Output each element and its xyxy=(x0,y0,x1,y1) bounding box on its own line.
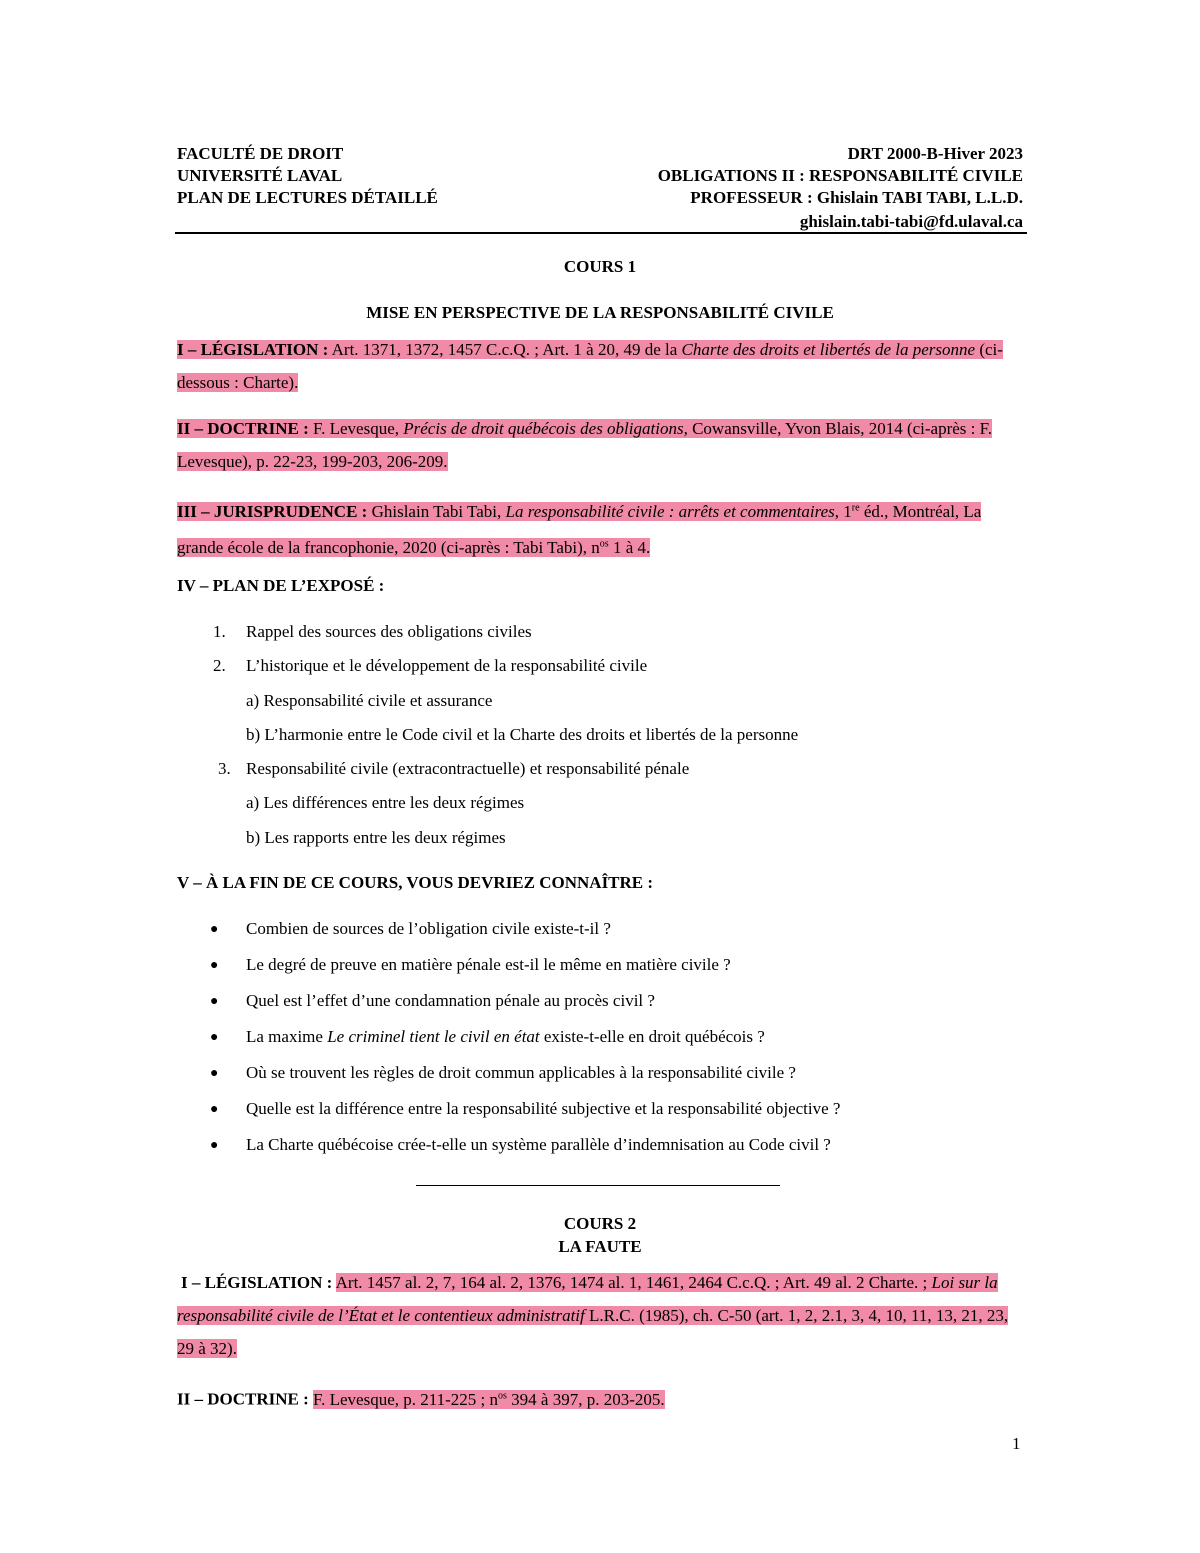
doctrine-book-title: Précis de droit québécois des obligations xyxy=(403,419,684,438)
question-item: Où se trouvent les règles de droit commun applicables à la responsabilité civile ? xyxy=(246,1063,796,1082)
fin-label: V – À LA FIN DE CE COURS, VOUS DEVRIEZ CONNAÎTRE : xyxy=(177,873,654,892)
juris-sup-edition: re xyxy=(851,502,860,513)
legislation-label: I – LÉGISLATION : xyxy=(177,340,329,359)
section-separator xyxy=(416,1185,780,1186)
plan-label: IV – PLAN DE L’EXPOSÉ : xyxy=(177,576,385,595)
bullet-icon: ● xyxy=(210,1066,219,1081)
doctrine-label: II – DOCTRINE : xyxy=(177,1389,309,1409)
bullet-icon: ● xyxy=(210,1102,219,1117)
plan-item: L’historique et le développement de la responsabilité civile xyxy=(246,656,648,675)
juris-text: Ghislain Tabi Tabi, xyxy=(367,501,506,521)
plan-subitem: a) Les différences entre les deux régimes xyxy=(246,793,525,812)
cours2-subtitle: LA FAUTE xyxy=(558,1237,642,1256)
question-item: Quelle est la différence entre la responsabilité subjective et la responsabilité objective ? xyxy=(246,1099,841,1118)
question-item: Le degré de preuve en matière pénale est-il le même en matière civile ? xyxy=(246,955,731,974)
cours2-doctrine xyxy=(177,1379,1025,1416)
bullet-icon: ● xyxy=(210,1138,219,1153)
cours2-legislation xyxy=(177,1266,1025,1365)
doctrine-text-end: 394 à 397, p. 203-205. xyxy=(506,1389,665,1409)
juris-text-d: 1 à 4. xyxy=(608,538,651,558)
plan-num: 2. xyxy=(213,656,226,675)
doctrine-label: II – DOCTRINE : xyxy=(177,419,309,438)
bullet-icon: ● xyxy=(210,958,219,973)
legislation-text-end: (ci-dessous : Charte). xyxy=(177,340,1003,392)
course-title: OBLIGATIONS II : RESPONSABILITÉ CIVILE xyxy=(657,166,1023,185)
question-item: Combien de sources de l’obligation civile existe-t-il ? xyxy=(246,919,611,938)
juris-sup-numeros: os xyxy=(599,538,609,550)
cours1-title: COURS 1 xyxy=(563,257,637,276)
question-item: La Charte québécoise crée-t-elle un système parallèle d’indemnisation au Code civil ? xyxy=(246,1135,831,1154)
professor-name: PROFESSEUR : Ghislain TABI TABI, L.L.D. xyxy=(690,188,1023,207)
legislation-text: Art. 1371, 1372, 1457 C.c.Q. ; Art. 1 à 20, 49 de la xyxy=(328,340,682,359)
plan-item: Rappel des sources des obligations civiles xyxy=(246,622,532,641)
plan-subitem: b) L’harmonie entre le Code civil et la Charte des droits et libertés de la personne xyxy=(246,725,799,744)
header-rule xyxy=(175,232,1027,234)
question-item: Quel est l’effet d’une condamnation pénale au procès civil ? xyxy=(246,991,655,1010)
plan-num: 3. xyxy=(218,759,231,778)
document-type: PLAN DE LECTURES DÉTAILLÉ xyxy=(177,188,438,207)
doctrine-text: F. Levesque, xyxy=(308,419,404,438)
juris-book-title: La responsabilité civile : arrêts et commentaires xyxy=(505,501,835,521)
plan-item: Responsabilité civile (extracontractuelle) et responsabilité pénale xyxy=(246,759,690,778)
page-number: 1 xyxy=(1012,1434,1021,1453)
cours1-doctrine xyxy=(177,412,1025,478)
juris-text-b: , 1 xyxy=(834,501,852,521)
course-code: DRT 2000-B-Hiver 2023 xyxy=(847,144,1023,163)
legislation-text: Art. 1457 al. 2, 7, 164 al. 2, 1376, 1474 al. 1, 1461, 2464 C.c.Q. ; Art. 49 al. 2 Charte. ; xyxy=(335,1273,932,1292)
faculty-name: FACULTÉ DE DROIT xyxy=(177,144,344,163)
question-item xyxy=(246,1027,765,1047)
q4-prefix: La maxime xyxy=(246,1027,328,1046)
bullet-icon: ● xyxy=(210,994,219,1009)
bullet-icon: ● xyxy=(210,1030,219,1045)
q4-suffix: existe-t-elle en droit québécois ? xyxy=(543,1027,765,1046)
cours1-jurisprudence xyxy=(177,491,1025,564)
legislation-label: I – LÉGISLATION : xyxy=(181,1273,333,1292)
juris-text-c: éd., Montréal, La grande école de la francophonie, 2020 (ci-après : Tabi Tabi), n xyxy=(177,501,982,558)
professor-email[interactable]: ghislain.tabi-tabi@fd.ulaval.ca xyxy=(799,212,1023,231)
plan-num: 1. xyxy=(213,622,226,641)
q4-maxim: Le criminel tient le civil en état xyxy=(327,1027,540,1046)
plan-subitem: a) Responsabilité civile et assurance xyxy=(246,691,493,710)
cours1-legislation xyxy=(177,333,1025,399)
legislation-text-end: L.R.C. (1985), ch. C-50 (art. 1, 2, 2.1, 3, 4, 10, 11, 13, 21, 23, 29 à 32). xyxy=(177,1306,1009,1358)
doctrine-text: F. Levesque, p. 211-225 ; n xyxy=(313,1389,499,1409)
bullet-icon: ● xyxy=(210,922,219,937)
doctrine-text-end: , Cowansville, Yvon Blais, 2014 (ci-après : F. Levesque), p. 22-23, 199-203, 206-209. xyxy=(177,419,992,471)
juris-label: III – JURISPRUDENCE : xyxy=(177,501,368,521)
university-name: UNIVERSITÉ LAVAL xyxy=(177,166,343,185)
doctrine-sup: os xyxy=(498,1390,507,1401)
cours1-subtitle: MISE EN PERSPECTIVE DE LA RESPONSABILITÉ CIVILE xyxy=(366,303,834,322)
cours2-title: COURS 2 xyxy=(563,1214,637,1233)
plan-subitem: b) Les rapports entre les deux régimes xyxy=(246,828,506,847)
loi-title: Loi sur la responsabilité civile de l’État et le contentieux administratif xyxy=(177,1273,998,1325)
charte-title: Charte des droits et libertés de la personne xyxy=(681,340,976,359)
